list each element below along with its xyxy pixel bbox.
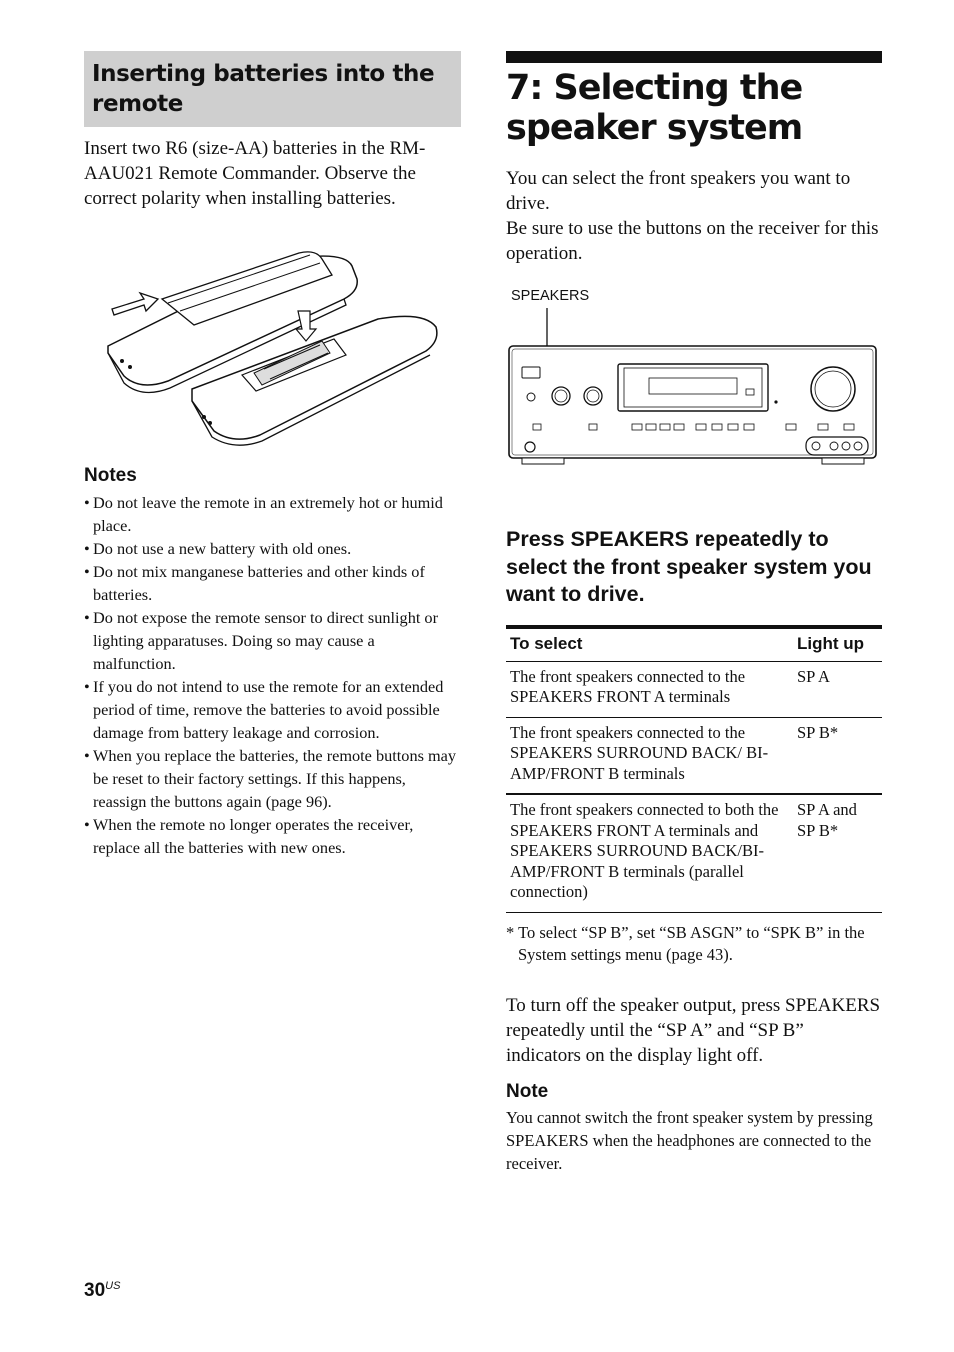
cell-to-select: The front speakers connected to the SPEAKERS FRONT A terminals <box>506 661 793 717</box>
cell-light-up: SP B* <box>793 717 882 794</box>
table-row <box>506 661 882 717</box>
cell-light-up: SP A and SP B* <box>793 794 882 912</box>
list-item <box>84 675 461 744</box>
speaker-intro-2: Be sure to use the buttons on the receiver for this operation. <box>506 218 879 264</box>
list-item <box>84 560 461 606</box>
page-number-suffix: US <box>105 1280 121 1292</box>
page-number-value: 30 <box>84 1280 106 1301</box>
left-column <box>84 51 461 859</box>
bullet-glyph: • <box>84 493 90 512</box>
batteries-intro: Insert two R6 (size-AA) batteries in the RM-AAU021 Remote Commander. Observe the correct polarity when installing batteries. <box>84 138 426 209</box>
header-light-up: Light up <box>793 627 882 662</box>
receiver-front-panel-illustration <box>506 278 882 478</box>
bullet-glyph: • <box>84 539 90 558</box>
right-column <box>506 51 882 1175</box>
table-footnote: * To select “SP B”, set “SB ASGN” to “SPK B” in the System settings menu (page 43). <box>506 922 865 964</box>
page-number <box>84 1280 120 1302</box>
notes-list <box>84 491 461 859</box>
header-to-select: To select <box>506 627 793 662</box>
speaker-intro-1: You can select the front speakers you want to drive. <box>506 168 851 214</box>
turn-off-text: To turn off the speaker output, press SPEAKERS repeatedly until the “SP A” and “SP B” indicators on the display light off. <box>506 994 881 1066</box>
note-text: When you replace the batteries, the remote buttons may be reset to their factory settings. If this happens, reassign the buttons again (page 96). <box>93 746 457 811</box>
note-text: Do not use a new battery with old ones. <box>93 539 352 558</box>
cell-to-select: The front speakers connected to the SPEAKERS SURROUND BACK/ BI-AMP/FRONT B terminals <box>506 717 793 794</box>
list-item <box>84 606 461 675</box>
note-text: If you do not intend to use the remote for an extended period of time, remove the batteries to avoid possible damage from battery leakage and corrosion. <box>93 677 444 742</box>
note-text: Do not expose the remote sensor to direct sunlight or lighting apparatuses. Doing so may cause a malfunction. <box>93 608 438 673</box>
list-item <box>84 537 461 560</box>
list-item <box>84 491 461 537</box>
table-row <box>506 794 882 912</box>
table-row <box>506 717 882 794</box>
chapter-title: 7: Selecting the speaker system <box>506 68 803 148</box>
remote-battery-illustration <box>84 241 461 451</box>
speakers-callout-label: SPEAKERS <box>511 288 590 304</box>
chapter-rule <box>506 51 882 63</box>
list-item <box>84 744 461 813</box>
speaker-selection-table <box>506 625 882 913</box>
bullet-glyph: • <box>84 562 90 581</box>
bullet-glyph: • <box>84 815 90 834</box>
note-text: Do not mix manganese batteries and other kinds of batteries. <box>93 562 425 604</box>
instruction-lead: Press SPEAKERS repeatedly to select the front speaker system you want to drive. <box>506 527 872 606</box>
table-header-row <box>506 627 882 662</box>
note-text: You cannot switch the front speaker system by pressing SPEAKERS when the headphones are connected to the receiver. <box>506 1107 873 1173</box>
notes-title: Notes <box>84 465 137 486</box>
cell-to-select: The front speakers connected to both the SPEAKERS FRONT A terminals and SPEAKERS SURROUND BACK/BI-AMP/FRONT B terminals (parallel connection) <box>506 794 793 912</box>
note-text: When the remote no longer operates the receiver, replace all the batteries with new ones. <box>93 815 414 857</box>
section-heading-batteries: Inserting batteries into the remote <box>84 51 461 127</box>
bullet-glyph: • <box>84 608 90 627</box>
list-item <box>84 813 461 859</box>
note-title: Note <box>506 1080 549 1102</box>
cell-light-up: SP A <box>793 661 882 717</box>
bullet-glyph: • <box>84 677 90 696</box>
note-text: Do not leave the remote in an extremely hot or humid place. <box>93 493 443 535</box>
bullet-glyph: • <box>84 746 90 765</box>
